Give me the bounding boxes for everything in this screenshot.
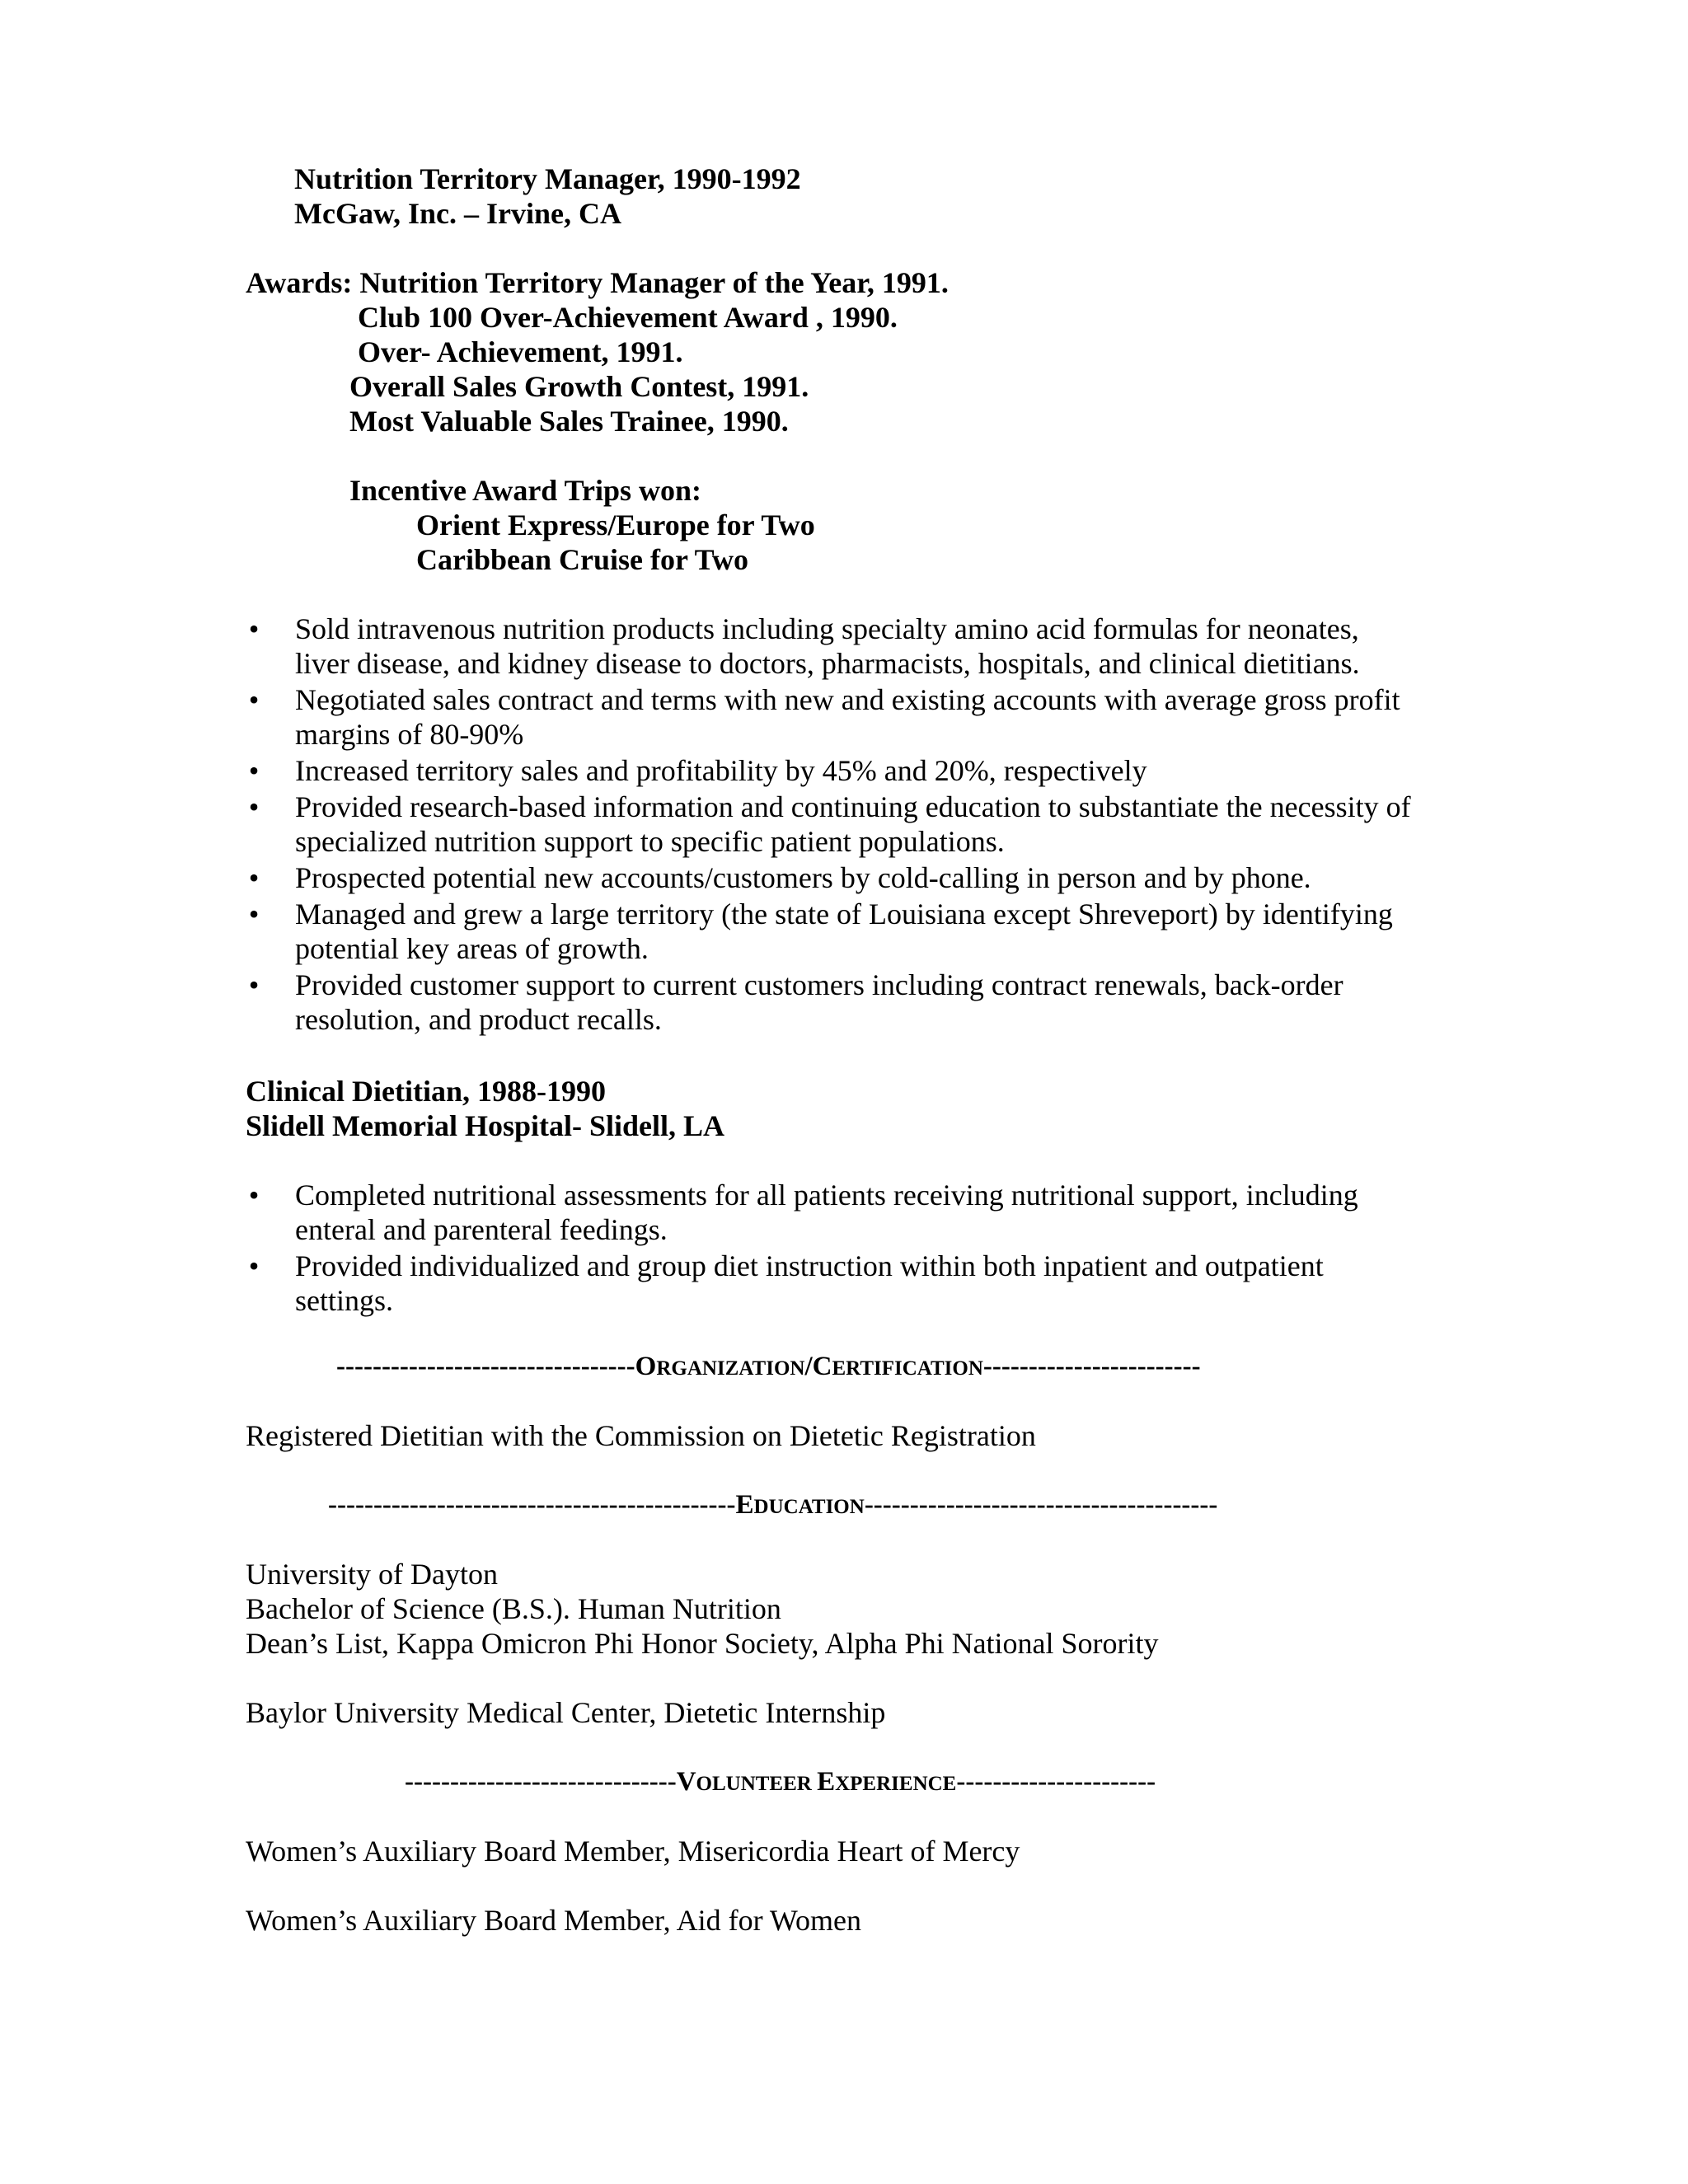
trip-item: Orient Express/Europe for Two: [416, 509, 815, 541]
list-item: [246, 612, 1449, 681]
bullet-icon: •: [248, 683, 260, 716]
bullet-icon: •: [248, 790, 260, 823]
job-title: Nutrition Territory Manager, 1990-1992: [294, 162, 801, 195]
education-school: University of Dayton: [246, 1558, 498, 1591]
bullet-line: Sold intravenous nutrition products including specialty amino acid formulas for neonates,: [295, 612, 1359, 645]
section-divider-organization: ---------------------------------ORGANIZATION/CERTIFICATION------------------------: [336, 1352, 1201, 1381]
bullet-icon: •: [248, 1179, 260, 1212]
list-item: [246, 860, 1449, 895]
bullet-icon: •: [248, 754, 260, 787]
list-item: [246, 753, 1449, 788]
volunteer-item: Women’s Auxiliary Board Member, Misericordia Heart of Mercy: [246, 1835, 1020, 1868]
award-item: Most Valuable Sales Trainee, 1990.: [349, 405, 789, 438]
job1-bullet-list: [246, 612, 1449, 1038]
bullet-icon: •: [248, 1249, 260, 1282]
trip-item: Caribbean Cruise for Two: [416, 543, 749, 576]
bullet-line: Provided individualized and group diet instruction within both inpatient and outpatient: [295, 1249, 1324, 1282]
bullet-icon: •: [248, 612, 260, 645]
bullet-line: Negotiated sales contract and terms with new and existing accounts with average gross profit: [295, 683, 1400, 716]
award-item: Overall Sales Growth Contest, 1991.: [349, 370, 809, 403]
bullet-line: potential key areas of growth.: [295, 932, 649, 965]
bullet-line: margins of 80-90%: [295, 718, 524, 751]
bullet-line: settings.: [295, 1284, 394, 1317]
education-degree: Bachelor of Science (B.S.). Human Nutrition: [246, 1592, 781, 1625]
certification-text: Registered Dietitian with the Commission on Dietetic Registration: [246, 1419, 1036, 1452]
list-item: [246, 1178, 1449, 1247]
job-company: McGaw, Inc. – Irvine, CA: [294, 197, 621, 230]
bullet-icon: •: [248, 898, 260, 930]
bullet-icon: •: [248, 968, 260, 1001]
section-divider-volunteer: ------------------------------VOLUNTEER EXPERIENCE----------------------: [405, 1767, 1156, 1797]
education-internship: Baylor University Medical Center, Dietetic Internship: [246, 1696, 886, 1729]
bullet-line: enteral and parenteral feedings.: [295, 1213, 668, 1246]
bullet-line: Provided research-based information and continuing education to substantiate the necessity of: [295, 790, 1411, 823]
award-item: Over- Achievement, 1991.: [358, 335, 683, 368]
bullet-line: Provided customer support to current customers including contract renewals, back-order: [295, 968, 1343, 1001]
volunteer-item: Women’s Auxiliary Board Member, Aid for Women: [246, 1904, 861, 1937]
trips-heading: Incentive Award Trips won:: [349, 474, 702, 507]
section-divider-education: ---------------------------------------------EDUCATION---------------------------------------: [328, 1490, 1218, 1520]
bullet-line: Prospected potential new accounts/customers by cold-calling in person and by phone.: [295, 861, 1311, 894]
list-item: [246, 790, 1449, 859]
bullet-line: Increased territory sales and profitability by 45% and 20%, respectively: [295, 754, 1147, 787]
bullet-line: liver disease, and kidney disease to doctors, pharmacists, hospitals, and clinical dietitians.: [295, 647, 1360, 680]
list-item: [246, 968, 1449, 1037]
list-item: [246, 897, 1449, 966]
bullet-line: specialized nutrition support to specific patient populations.: [295, 825, 1005, 858]
job2-bullet-list: [246, 1178, 1449, 1319]
awards-heading: Awards: Nutrition Territory Manager of the Year, 1991.: [246, 266, 949, 299]
bullet-line: Completed nutritional assessments for all patients receiving nutritional support, including: [295, 1179, 1358, 1212]
bullet-line: Managed and grew a large territory (the state of Louisiana except Shreveport) by identifying: [295, 898, 1393, 930]
bullet-icon: •: [248, 861, 260, 894]
education-honors: Dean’s List, Kappa Omicron Phi Honor Society, Alpha Phi National Sorority: [246, 1627, 1159, 1660]
job-title: Clinical Dietitian, 1988-1990: [246, 1075, 606, 1108]
job-company: Slidell Memorial Hospital- Slidell, LA: [246, 1109, 725, 1142]
list-item: [246, 682, 1449, 752]
award-item: Club 100 Over-Achievement Award , 1990.: [358, 301, 898, 334]
bullet-line: resolution, and product recalls.: [295, 1003, 662, 1036]
list-item: [246, 1249, 1449, 1318]
